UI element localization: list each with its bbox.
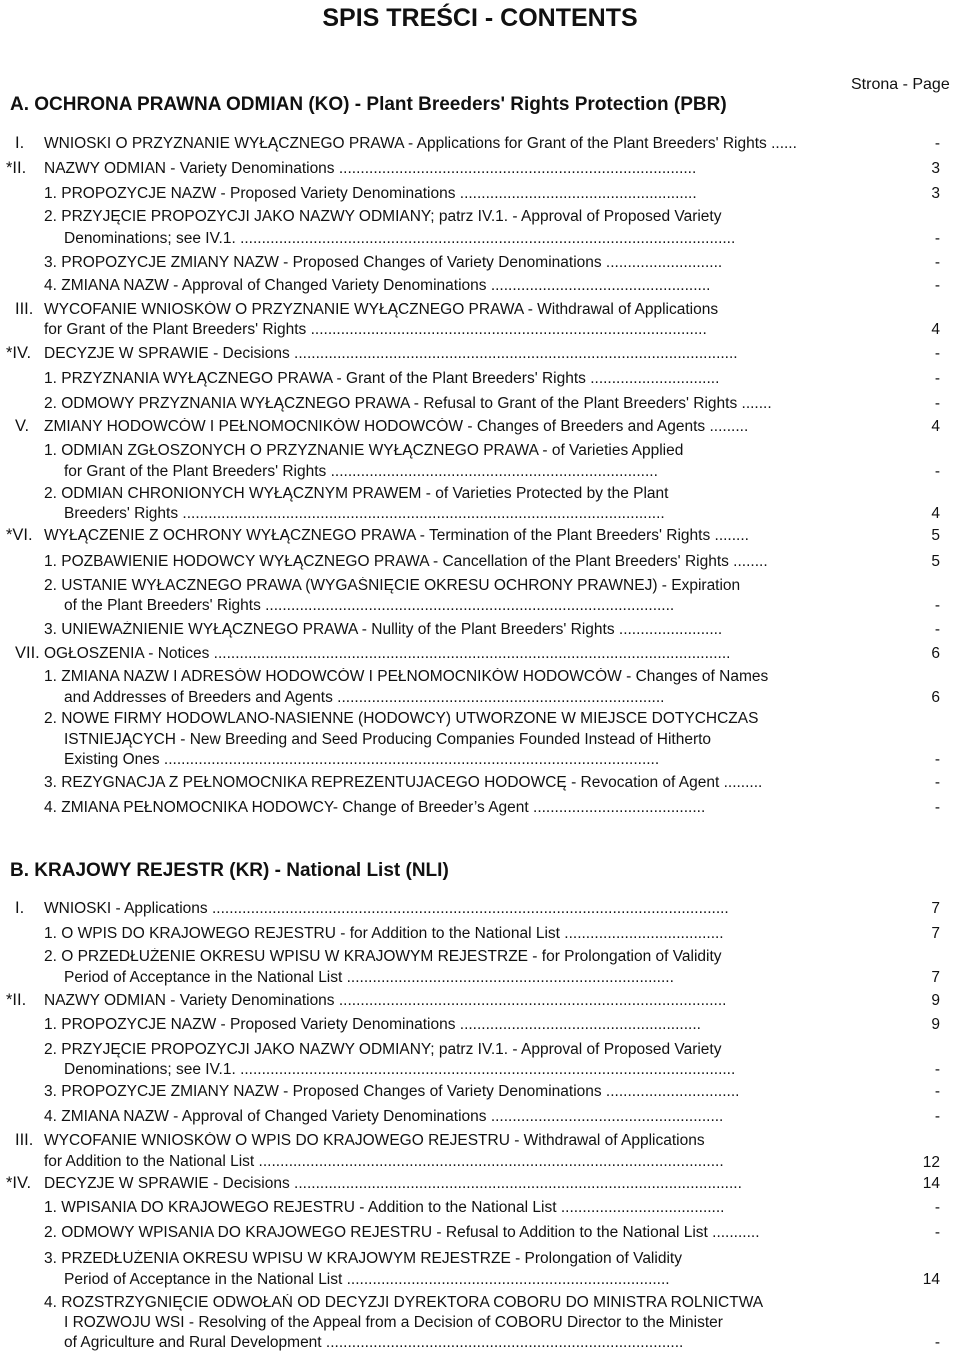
toc-entry-text: 1. PRZYZNANIA WYŁĄCZNEGO PRAWA - Grant of the Plant Breeders' Rights .............................. xyxy=(44,370,720,387)
toc-entry-page: 14 xyxy=(922,1271,940,1288)
toc-entry-text: for Grant of the Plant Breeders' Rights ............................................................................................ xyxy=(44,321,707,338)
toc-entry-text: WYCOFANIE WNIOSKÓW O WPIS DO KRAJOWEGO REJESTRU - Withdrawal of Applications xyxy=(44,1132,705,1149)
toc-entry-text: 2. O PRZEDŁUŻENIE OKRESU WPISU W KRAJOWYM REJESTRZE - for Prolongation of Validity xyxy=(44,948,722,965)
toc-entry-text: for Grant of the Plant Breeders' Rights ............................................................................ xyxy=(64,463,658,480)
toc-entry-page: 6 xyxy=(931,689,940,706)
toc-entry-page: - xyxy=(934,774,940,791)
toc-entry-page: - xyxy=(934,1224,940,1241)
section-a-heading: A. OCHRONA PRAWNA ODMIAN (KO) - Plant Breeders' Rights Protection (PBR) xyxy=(10,94,727,115)
toc-entry-page: 3 xyxy=(931,160,940,177)
toc-entry-page: - xyxy=(934,345,940,362)
toc-entry-text: Denominations; see IV.1. ................................................................................................................... xyxy=(64,230,736,247)
toc-entry-text: NAZWY ODMIAN - Variety Denominations ................................................................................... xyxy=(44,160,697,177)
toc-entry-page: - xyxy=(934,230,940,247)
toc-entry-page: 7 xyxy=(931,969,940,986)
toc-entry-text: 2. PRZYJĘCIE PROPOZYCJI JAKO NAZWY ODMIANY; patrz IV.1. - Approval of Proposed Variety xyxy=(44,1041,722,1058)
toc-entry-text: WNIOSKI - Applications ........................................................................................................................ xyxy=(44,900,729,917)
toc-entry-page: - xyxy=(934,463,940,480)
section-b-heading: B. KRAJOWY REJESTR (KR) - National List (NLI) xyxy=(10,860,449,881)
toc-entry-text: WNIOSKI O PRZYZNANIE WYŁĄCZNEGO PRAWA - Applications for Grant of the Plant Breeders' Rights ...... xyxy=(44,135,797,152)
toc-entry-page: - xyxy=(934,751,940,768)
toc-entry-text: 2. ODMOWY WPISANIA DO KRAJOWEGO REJESTRU - Refusal to Addition to the National List ........... xyxy=(44,1224,760,1241)
toc-entry-number: III. xyxy=(15,1131,34,1149)
toc-entry-text: ZMIANY HODOWCÓW I PEŁNOMOCNIKÓW HODOWCÓW - Changes of Breeders and Agents ......... xyxy=(44,418,749,435)
toc-entry-text: 1. PROPOZYCJE NAZW - Proposed Variety Denominations ....................................................... xyxy=(44,185,697,202)
toc-entry-number: *II. xyxy=(6,991,27,1009)
toc-entry-page: - xyxy=(934,254,940,271)
toc-entry-page: 4 xyxy=(931,505,940,522)
toc-entry-text: I ROZWOJU WSI - Resolving of the Appeal from a Decision of COBORU Director to the Minister xyxy=(64,1314,723,1331)
toc-entry-text: of Agriculture and Rural Development ................................................................................... xyxy=(64,1334,684,1351)
toc-entry-page: - xyxy=(934,395,940,412)
toc-entry-text: WYŁĄCZENIE Z OCHRONY WYŁĄCZNEGO PRAWA - Termination of the Plant Breeders' Rights ........ xyxy=(44,527,749,544)
toc-entry-page: - xyxy=(934,1061,940,1078)
toc-entry-page: 7 xyxy=(931,925,940,942)
toc-entry-text: 1. ODMIAN ZGŁOSZONYCH O PRZYZNANIE WYŁĄCZNEGO PRAWA - of Varieties Applied xyxy=(44,442,684,459)
toc-entry-number: I. xyxy=(15,899,25,917)
toc-entry-text: Denominations; see IV.1. ................................................................................................................... xyxy=(64,1061,736,1078)
toc-entry-text: 3. REZYGNACJA Z PEŁNOMOCNIKA REPREZENTUJACEGO HODOWCĘ - Revocation of Agent ......... xyxy=(44,774,763,791)
toc-entry-page: - xyxy=(934,621,940,638)
toc-entry-page: 14 xyxy=(922,1175,940,1192)
toc-entry-page: 9 xyxy=(931,1016,940,1033)
toc-entry-text: 1. WPISANIA DO KRAJOWEGO REJESTRU - Addition to the National List ...................................... xyxy=(44,1199,725,1216)
toc-entry-page: 5 xyxy=(931,527,940,544)
toc-entry-page: - xyxy=(934,1083,940,1100)
toc-entry-page: - xyxy=(934,277,940,294)
toc-entry-number: V. xyxy=(15,417,30,435)
toc-entry-text: 4. ZMIANA NAZW - Approval of Changed Variety Denominations ...................................................... xyxy=(44,1108,724,1125)
toc-entry-text: DECYZJE W SPRAWIE - Decisions ........................................................................................................ xyxy=(44,1175,742,1192)
toc-entry-page: - xyxy=(934,370,940,387)
toc-entry-text: DECYZJE W SPRAWIE - Decisions ....................................................................................................... xyxy=(44,345,738,362)
toc-entry-text: 3. UNIEWAŻNIENIE WYŁĄCZNEGO PRAWA - Nullity of the Plant Breeders' Rights ........................ xyxy=(44,621,723,638)
toc-entry-text: 1. ZMIANA NAZW I ADRESÓW HODOWCÓW I PEŁNOMOCNIKÓW HODOWCÓW - Changes of Names xyxy=(44,668,769,685)
toc-entry-number: I. xyxy=(15,134,25,152)
toc-entry-text: 1. POZBAWIENIE HODOWCY WYŁĄCZNEGO PRAWA - Cancellation of the Plant Breeders' Rights ........ xyxy=(44,553,768,570)
toc-entry-text: NAZWY ODMIAN - Variety Denominations .......................................................................................... xyxy=(44,992,727,1009)
toc-entry-text: 1. PROPOZYCJE NAZW - Proposed Variety Denominations ........................................................ xyxy=(44,1016,701,1033)
toc-entry-number: *IV. xyxy=(6,1174,32,1192)
toc-entry-text: 3. PRZEDŁUŻENIA OKRESU WPISU W KRAJOWYM REJESTRZE - Prolongation of Validity xyxy=(44,1250,682,1267)
toc-entry-text: and Addresses of Breeders and Agents ............................................................................ xyxy=(64,689,665,706)
toc-entry-page: 6 xyxy=(931,645,940,662)
toc-entry-text: 4. ROZSTRZYGNIĘCIE ODWOŁAŃ OD DECYZJI DYREKTORA COBORU DO MINISTRA ROLNICTWA xyxy=(44,1294,764,1311)
page-title: SPIS TREŚCI - CONTENTS xyxy=(322,4,638,32)
toc-entry-text: Period of Acceptance in the National List ........................................................................... xyxy=(64,1271,670,1288)
toc-entry-text: 2. PRZYJĘCIE PROPOZYCJI JAKO NAZWY ODMIANY; patrz IV.1. - Approval of Proposed Variety xyxy=(44,208,722,225)
toc-entry-text: Period of Acceptance in the National List ............................................................................ xyxy=(64,969,674,986)
toc-entry-number: *IV. xyxy=(6,344,32,362)
toc-entry-page: 7 xyxy=(931,900,940,917)
toc-entry-text: OGŁOSZENIA - Notices ........................................................................................................................ xyxy=(44,645,731,662)
toc-entry-number: *II. xyxy=(6,159,27,177)
toc-entry-page: 12 xyxy=(922,1154,940,1171)
toc-entry-page: - xyxy=(934,1199,940,1216)
toc-entry-text: 2. NOWE FIRMY HODOWLANO-NASIENNE (HODOWCY) UTWORZONE W MIEJSCE DOTYCHCZAS xyxy=(44,710,759,727)
toc-entry-page: 9 xyxy=(931,992,940,1009)
toc-entry-text: 2. ODMOWY PRZYZNANIA WYŁĄCZNEGO PRAWA - Refusal to Grant of the Plant Breeders' Rights ....... xyxy=(44,395,772,412)
toc-entry-text: 3. PROPOZYCJE ZMIANY NAZW - Proposed Changes of Variety Denominations ............................... xyxy=(44,1083,740,1100)
toc-entry-page: - xyxy=(934,1108,940,1125)
toc-entry-text: 4. ZMIANA PEŁNOMOCNIKA HODOWCY- Change of Breeder’s Agent ........................................ xyxy=(44,799,706,816)
toc-entry-text: 3. PROPOZYCJE ZMIANY NAZW - Proposed Changes of Variety Denominations ........................... xyxy=(44,254,723,271)
toc-entry-page: 5 xyxy=(931,553,940,570)
toc-entry-page: 4 xyxy=(931,418,940,435)
toc-entry-number: VII. xyxy=(15,644,40,662)
toc-entry-text: Breeders' Rights ................................................................................................................ xyxy=(64,505,665,522)
toc-entry-number: *VI. xyxy=(6,526,33,544)
toc-entry-text: WYCOFANIE WNIOSKÓW O PRZYZNANIE WYŁĄCZNEGO PRAWA - Withdrawal of Applications xyxy=(44,301,719,318)
toc-entry-text: for Addition to the National List ............................................................................................................ xyxy=(44,1153,724,1170)
toc-entry-text: Existing Ones ................................................................................................................... xyxy=(64,751,660,768)
toc-entry-text: 4. ZMIANA NAZW - Approval of Changed Variety Denominations ................................................... xyxy=(44,277,711,294)
toc-entry-text: 2. USTANIE WYŁACZNEGO PRAWA (WYGAŚNIĘCIE OKRESU OCHRONY PRAWNEJ) - Expiration xyxy=(44,577,741,594)
toc-entry-number: III. xyxy=(15,300,34,318)
toc-entry-page: - xyxy=(934,135,940,152)
toc-entry-text: 2. ODMIAN CHRONIONYCH WYŁĄCZNYM PRAWEM - of Varieties Protected by the Plant xyxy=(44,485,669,502)
toc-entry-page: - xyxy=(934,799,940,816)
toc-entry-text: of the Plant Breeders' Rights ............................................................................................... xyxy=(64,597,675,614)
toc-entry-page: 4 xyxy=(931,321,940,338)
page-column-header: Strona - Page xyxy=(851,76,950,93)
toc-entry-text: ISTNIEJĄCYCH - New Breeding and Seed Producing Companies Founded Instead of Hitherto xyxy=(64,731,712,748)
toc-entry-page: - xyxy=(934,1334,940,1351)
toc-entry-text: 1. O WPIS DO KRAJOWEGO REJESTRU - for Addition to the National List ..................................... xyxy=(44,925,724,942)
toc-entry-page: - xyxy=(934,597,940,614)
toc-entry-page: 3 xyxy=(931,185,940,202)
